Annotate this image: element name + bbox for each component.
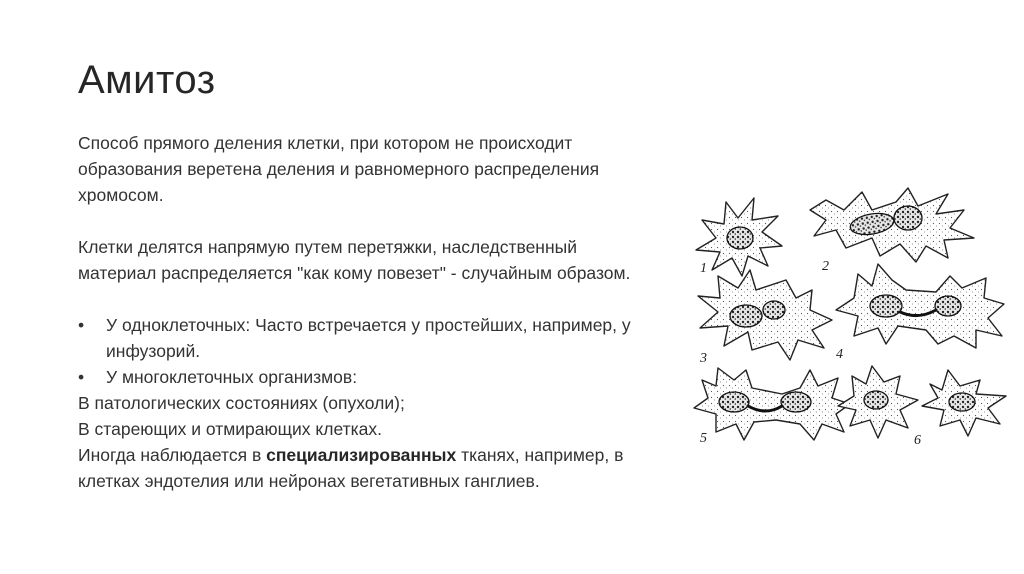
bullet-marker: • [78, 315, 85, 335]
emphasis-text: специализированных [266, 445, 457, 465]
nucleus [870, 295, 902, 317]
amitosis-illustration [686, 180, 1016, 450]
bullet-text: У одноклеточных: Часто встречается у простейших, например, у инфузорий. [106, 315, 631, 361]
nucleus [935, 296, 961, 316]
text-line: В стареющих и отмирающих клетках. [78, 419, 383, 439]
slide-title: Амитоз [78, 58, 216, 102]
bullet-list [78, 312, 648, 390]
nucleus [763, 301, 785, 319]
nucleus [949, 393, 975, 411]
nucleus [719, 392, 749, 412]
bullet-item [78, 364, 648, 390]
final-text-after: тканях, например, в клетках эндотелия или нейронах вегетативных ганглиев. [78, 445, 624, 491]
nucleus [727, 227, 753, 249]
slide-body [78, 130, 648, 494]
nucleus [864, 391, 888, 409]
amitosis-drawing [686, 180, 1016, 450]
nucleus [730, 305, 762, 327]
figure-label-5: 5 [700, 431, 707, 446]
figure-label-2: 2 [822, 259, 829, 274]
text-line: В патологических состояниях (опухоли); [78, 393, 405, 413]
figure-label-6: 6 [914, 433, 921, 448]
figure-label-4: 4 [836, 347, 843, 362]
nucleus [781, 392, 811, 412]
nucleus [894, 206, 922, 230]
bullet-marker: • [78, 367, 85, 387]
figure-label-3: 3 [700, 351, 707, 366]
definition-paragraph: Способ прямого деления клетки, при котором не происходит образования веретена деления и равномерного распределения хромосом. [78, 133, 600, 205]
cell-4 [836, 264, 1004, 348]
cell-5 [694, 368, 850, 440]
bullet-text: У многоклеточных организмов: [106, 367, 358, 387]
bullet-item [78, 312, 648, 364]
mechanism-paragraph: Клетки делятся напрямую путем перетяжки, наследственный материал распределяется "как кому повезет" - случайным образом. [78, 237, 631, 283]
figure-label-1: 1 [700, 261, 707, 276]
final-paragraph [78, 442, 648, 494]
final-text-before: Иногда наблюдается в [78, 445, 267, 465]
